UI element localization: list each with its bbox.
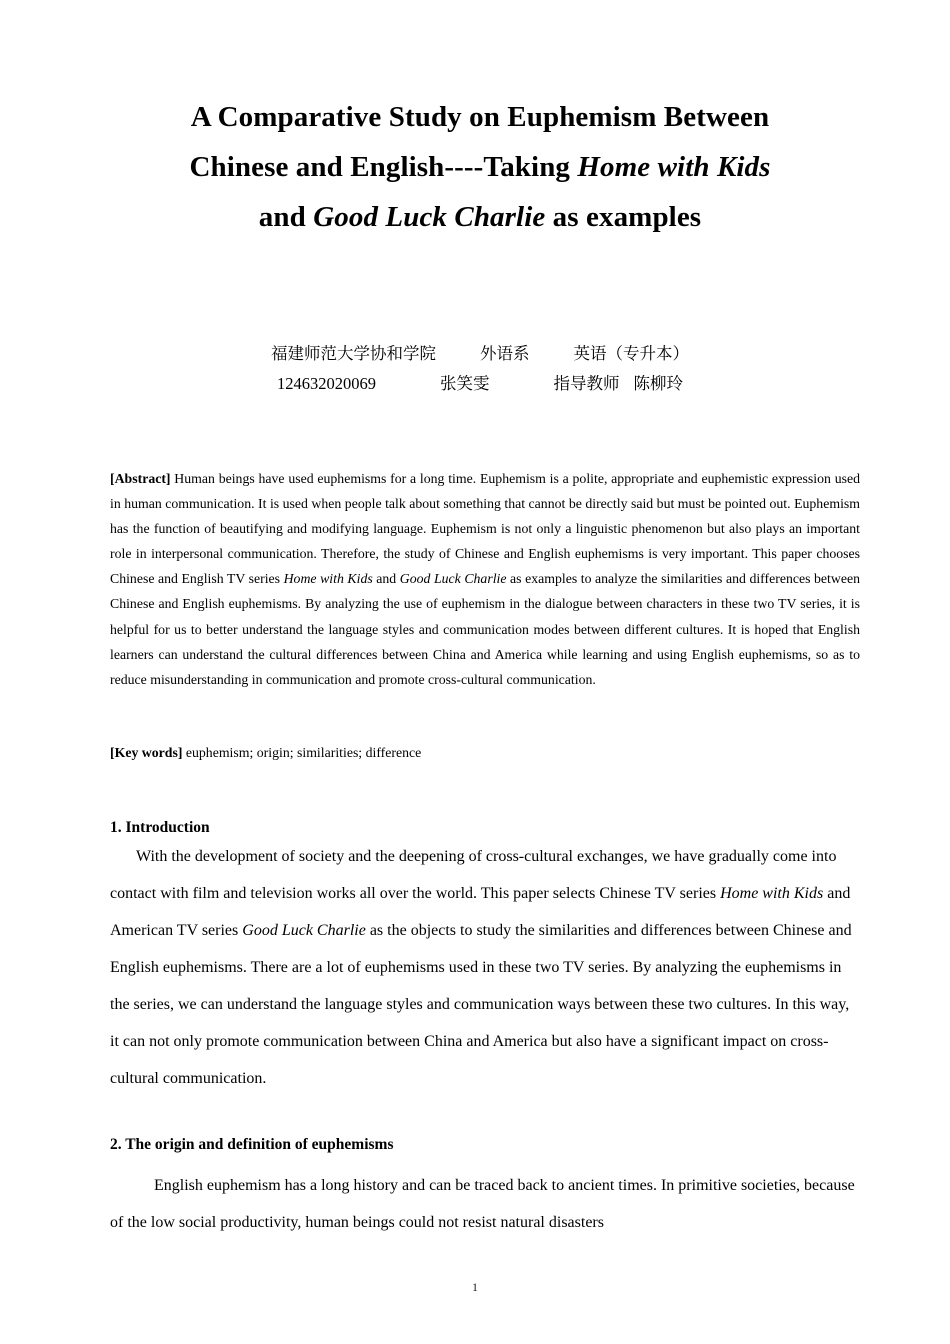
keywords-section (110, 740, 860, 765)
department-name: 外语系 (480, 344, 530, 363)
abstract-section (110, 466, 860, 692)
student-info-line (110, 370, 850, 398)
title-italic-show-1: Home with Kids (577, 151, 771, 183)
abstract-label: [Abstract] (110, 471, 171, 486)
title-line-3 (110, 192, 850, 242)
sec1-text-part-3: as the objects to study the similarities and differences between Chinese and English euphemisms. There are a lot of euphemisms used in these two TV series. By analyzing the euphemisms in the series, we can understand the language styles and communication ways between these two cultures. In this way, it can not only promote communication between China and America but also have a significant impact on cross-cultural communication. (110, 922, 852, 1087)
student-id: 124632020069 (277, 374, 376, 393)
sec1-text-part-2: and American TV series (110, 885, 851, 939)
sec1-text-part-1: With the development of society and the deepening of cross-cultural exchanges, we have gradually come into contact with film and television works all over the world. This paper selects Chinese TV series (110, 848, 837, 902)
affiliation-line (110, 340, 850, 368)
abstract-text-part-2: and (372, 571, 400, 587)
title-text-1: A Comparative Study on Euphemism Between (190, 101, 770, 133)
section-heading-origin-definition: 2. The origin and definition of euphemisms (110, 1136, 394, 1153)
keywords-text: euphemism; origin; similarities; difference (182, 745, 422, 760)
page-number: 1 (472, 1280, 478, 1294)
section-paragraph-introduction (110, 838, 860, 1097)
title-text-3: and (258, 201, 314, 233)
sec2-text-part-1: English euphemism has a long history and can be traced back to ancient times. In primitive societies, because of the low social productivity, human beings could not resist natural disasters (110, 1177, 855, 1231)
sec1-italic-show-1: Home with Kids (720, 885, 824, 902)
abstract-text-part-3: as examples to analyze the similarities and differences between Chinese and English euphemisms. By analyzing the use of euphemism in the dialogue between characters in these two TV series, it is helpful for us to better understand the language styles and communication modes between different cultures. It is hoped that English learners can understand the cultural differences between China and America while learning and using English euphemisms, so as to reduce misunderstanding in communication and promote cross-cultural communication. (110, 571, 860, 687)
section-paragraph-origin-definition (110, 1167, 860, 1241)
title-text-2: Chinese and English----Taking (189, 151, 578, 183)
title-line-1 (110, 92, 850, 142)
advisor-label: 指导教师 (553, 374, 620, 393)
sec1-italic-show-2: Good Luck Charlie (242, 922, 366, 939)
section-heading-introduction: 1. Introduction (110, 819, 210, 836)
author-affiliation-block (110, 340, 850, 398)
title-line-2 (110, 142, 850, 192)
major-name-part1: 英语（专升 (573, 344, 656, 363)
page-title (110, 92, 850, 242)
student-name: 张笑雯 (440, 374, 490, 393)
major-name-part2: 本） (656, 344, 689, 363)
abstract-italic-show-1: Home with Kids (283, 571, 373, 587)
abstract-text-part-1: Human beings have used euphemisms for a long time. Euphemism is a polite, appropriate and euphemistic expression used in human communication. It is used when people talk about something that cannot be directly said but must be pointed out. Euphemism has the function of beautifying and modifying language. Euphemism is not only a linguistic phenomenon but also plays an important role in interpersonal communication. Therefore, the study of Chinese and English euphemisms is very important. This paper chooses Chinese and English TV series (110, 471, 860, 587)
keywords-label: [Key words] (110, 745, 183, 760)
title-text-4: as examples (545, 201, 702, 233)
institution-name: 福建师范大学协和学院 (271, 344, 436, 363)
abstract-italic-show-2: Good Luck Charlie (399, 571, 507, 587)
title-italic-show-2: Good Luck Charlie (313, 201, 546, 233)
advisor-name: 陈柳玲 (633, 374, 683, 393)
